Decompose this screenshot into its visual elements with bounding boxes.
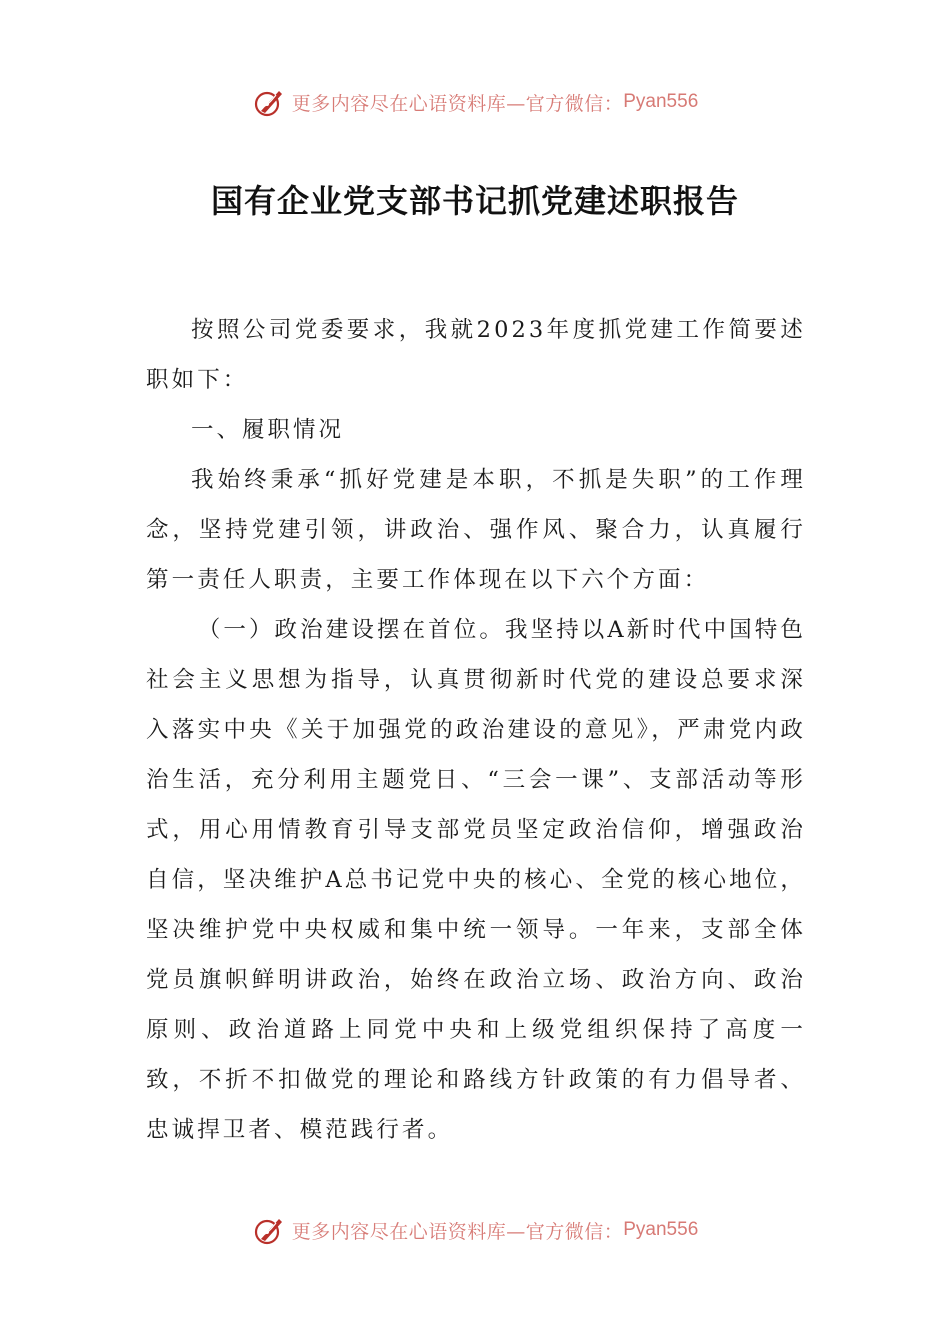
- body-paragraph: 我始终秉承“抓好党建是本职，不抓是失职”的工作理念，坚持党建引领，讲政治、强作风、聚合力，认真履行第一责任人职责，主要工作体现在以下六个方面：: [146, 467, 806, 593]
- watermark-wechat-id: Pyan556: [623, 1219, 699, 1240]
- watermark-wechat-id: Pyan556: [623, 91, 699, 112]
- watermark-footer: [0, 1210, 950, 1250]
- intro-paragraph: 按照公司党委要求，我就2023年度抓党建工作简要述职如下：: [146, 317, 806, 393]
- document-title: 国有企业党支部书记抓党建述职报告: [210, 182, 739, 220]
- section-heading: 一、履职情况: [191, 417, 345, 443]
- document-body: [146, 305, 806, 1155]
- quill-pen-logo-icon: [252, 85, 286, 119]
- watermark-header: [0, 82, 950, 122]
- quill-pen-logo-icon: [252, 1213, 286, 1247]
- watermark-text: 更多内容尽在心语资料库—官方微信：: [291, 1220, 624, 1243]
- subsection-paragraph: （一）政治建设摆在首位。我坚持以A新时代中国特色社会主义思想为指导，认真贯彻新时代党的建设总要求深入落实中央《关于加强党的政治建设的意见》，严肃党内政治生活，充分利用主题党日、“三会一课”、支部活动等形式，用心用情教育引导支部党员坚定政治信仰，增强政治自信，坚决维护A总书记党中央的核心、全党的核心地位，坚决维护党中央权威和集中统一领导。一年来，支部全体党员旗帜鲜明讲政治，始终在政治立场、政治方向、政治原则、政治道路上同党中央和上级党组织保持了高度一致，不折不扣做党的理论和路线方针政策的有力倡导者、忠诚捍卫者、模范践行者。: [146, 617, 806, 1143]
- watermark-text: 更多内容尽在心语资料库—官方微信：: [291, 92, 624, 115]
